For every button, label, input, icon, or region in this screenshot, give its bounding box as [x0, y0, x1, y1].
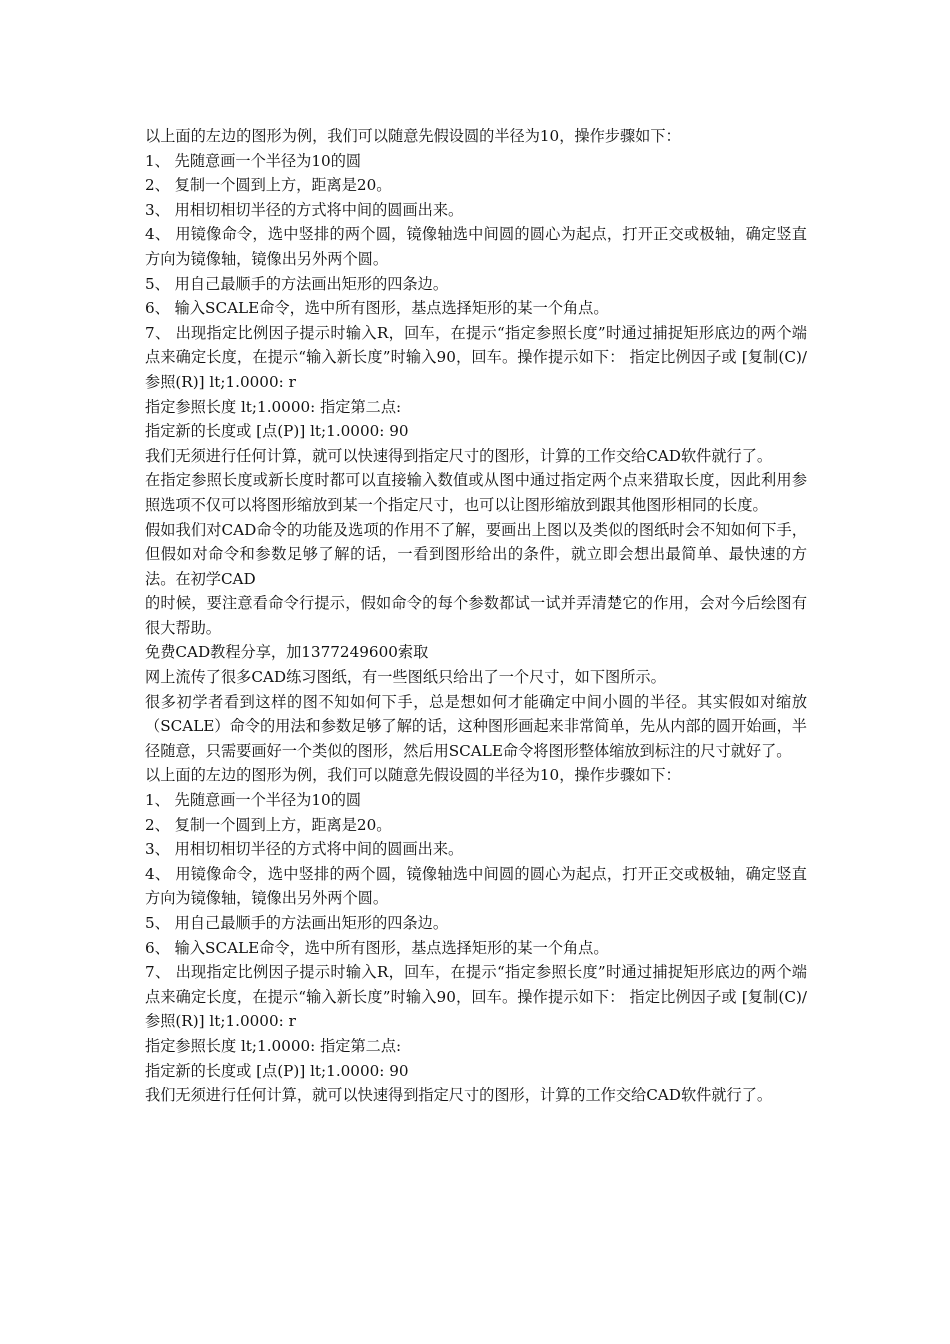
list-item: 3、 用相切相切半径的方式将中间的圆画出来。 [145, 200, 464, 219]
command-prompt-line: 指定新的长度或 [点(P)] lt;1.0000: 90 [145, 1061, 409, 1080]
paragraph: 网上流传了很多CAD练习图纸，有一些图纸只给出了一个尺寸，如下图所示。 [145, 668, 666, 687]
paragraph: 很多初学者看到这样的图不知如何下手，总是想如何才能确定中间小圆的半径。其实假如对缩放（SCALE）命令的用法和参数足够了解的话，这种图形画起来非常简单，先从内部的圆开始画，半径随意，只需要画好一个类似的图形，然后用SCALE命令将图形整体缩放到标注的尺寸就好了。 [145, 692, 807, 760]
paragraph: 的时候，要注意看命令行提示，假如命令的每个参数都试一试并弄清楚它的作用，会对今后绘图有很大帮助。 [145, 594, 807, 637]
paragraph: 我们无须进行任何计算，就可以快速得到指定尺寸的图形，计算的工作交给CAD软件就行了。 [145, 446, 773, 465]
command-prompt-line: 指定参照长度 lt;1.0000: 指定第二点: [145, 397, 402, 416]
list-item: 4、 用镜像命令，选中竖排的两个圆，镜像轴选中间圆的圆心为起点，打开正交或极轴，确定竖直方向为镜像轴，镜像出另外两个圆。 [145, 225, 807, 268]
command-prompt-line: 指定参照长度 lt;1.0000: 指定第二点: [145, 1036, 402, 1055]
paragraph: 在指定参照长度或新长度时都可以直接输入数值或从图中通过指定两个点来猎取长度，因此利用参照选项不仅可以将图形缩放到某一个指定尺寸，也可以让图形缩放到跟其他图形相同的长度。 [145, 471, 807, 514]
list-item: 6、 输入SCALE命令，选中所有图形，基点选择矩形的某一个角点。 [145, 938, 609, 957]
list-item: 5、 用自己最顺手的方法画出矩形的四条边。 [145, 914, 449, 932]
list-item: 2、 复制一个圆到上方，距离是20。 [145, 176, 392, 195]
paragraph: 以上面的左边的图形为例，我们可以随意先假设圆的半径为10，操作步骤如下： [145, 127, 681, 145]
list-item: 7、 出现指定比例因子提示时输入R，回车，在提示“指定参照长度”时通过捕捉矩形底边的两个端点来确定长度，在提示“输入新长度”时输入90，回车。操作提示如下： 指定比例因子或 [复制(C)/参照(R)] lt;1.0000: r [145, 323, 807, 391]
paragraph: 免费CAD教程分享，加1377249600索取 [145, 643, 429, 662]
list-item: 3、 用相切相切半径的方式将中间的圆画出来。 [145, 840, 464, 859]
list-item: 1、 先随意画一个半径为10的圆 [145, 791, 362, 810]
paragraph: 假如我们对CAD命令的功能及选项的作用不了解，要画出上图以及类似的图纸时会不知如何下手，但假如对命令和参数足够了解的话，一看到图形给出的条件，就立即会想出最简单、最快速的方法。在初学CAD [145, 520, 807, 588]
list-item: 2、 复制一个圆到上方，距离是20。 [145, 815, 392, 834]
list-item: 4、 用镜像命令，选中竖排的两个圆，镜像轴选中间圆的圆心为起点，打开正交或极轴，确定竖直方向为镜像轴，镜像出另外两个圆。 [145, 864, 807, 908]
list-item: 7、 出现指定比例因子提示时输入R，回车，在提示“指定参照长度”时通过捕捉矩形底边的两个端点来确定长度，在提示“输入新长度”时输入90，回车。操作提示如下： 指定比例因子或 [复制(C)/参照(R)] lt;1.0000: r [145, 963, 807, 1031]
paragraph: 我们无须进行任何计算，就可以快速得到指定尺寸的图形，计算的工作交给CAD软件就行了。 [145, 1086, 773, 1105]
list-item: 6、 输入SCALE命令，选中所有图形，基点选择矩形的某一个角点。 [145, 299, 609, 318]
command-prompt-line: 指定新的长度或 [点(P)] lt;1.0000: 90 [145, 422, 409, 441]
paragraph: 以上面的左边的图形为例，我们可以随意先假设圆的半径为10，操作步骤如下： [145, 766, 681, 785]
list-item: 1、 先随意画一个半径为10的圆 [145, 151, 362, 170]
list-item: 5、 用自己最顺手的方法画出矩形的四条边。 [145, 274, 449, 293]
document-body [145, 124, 807, 1108]
